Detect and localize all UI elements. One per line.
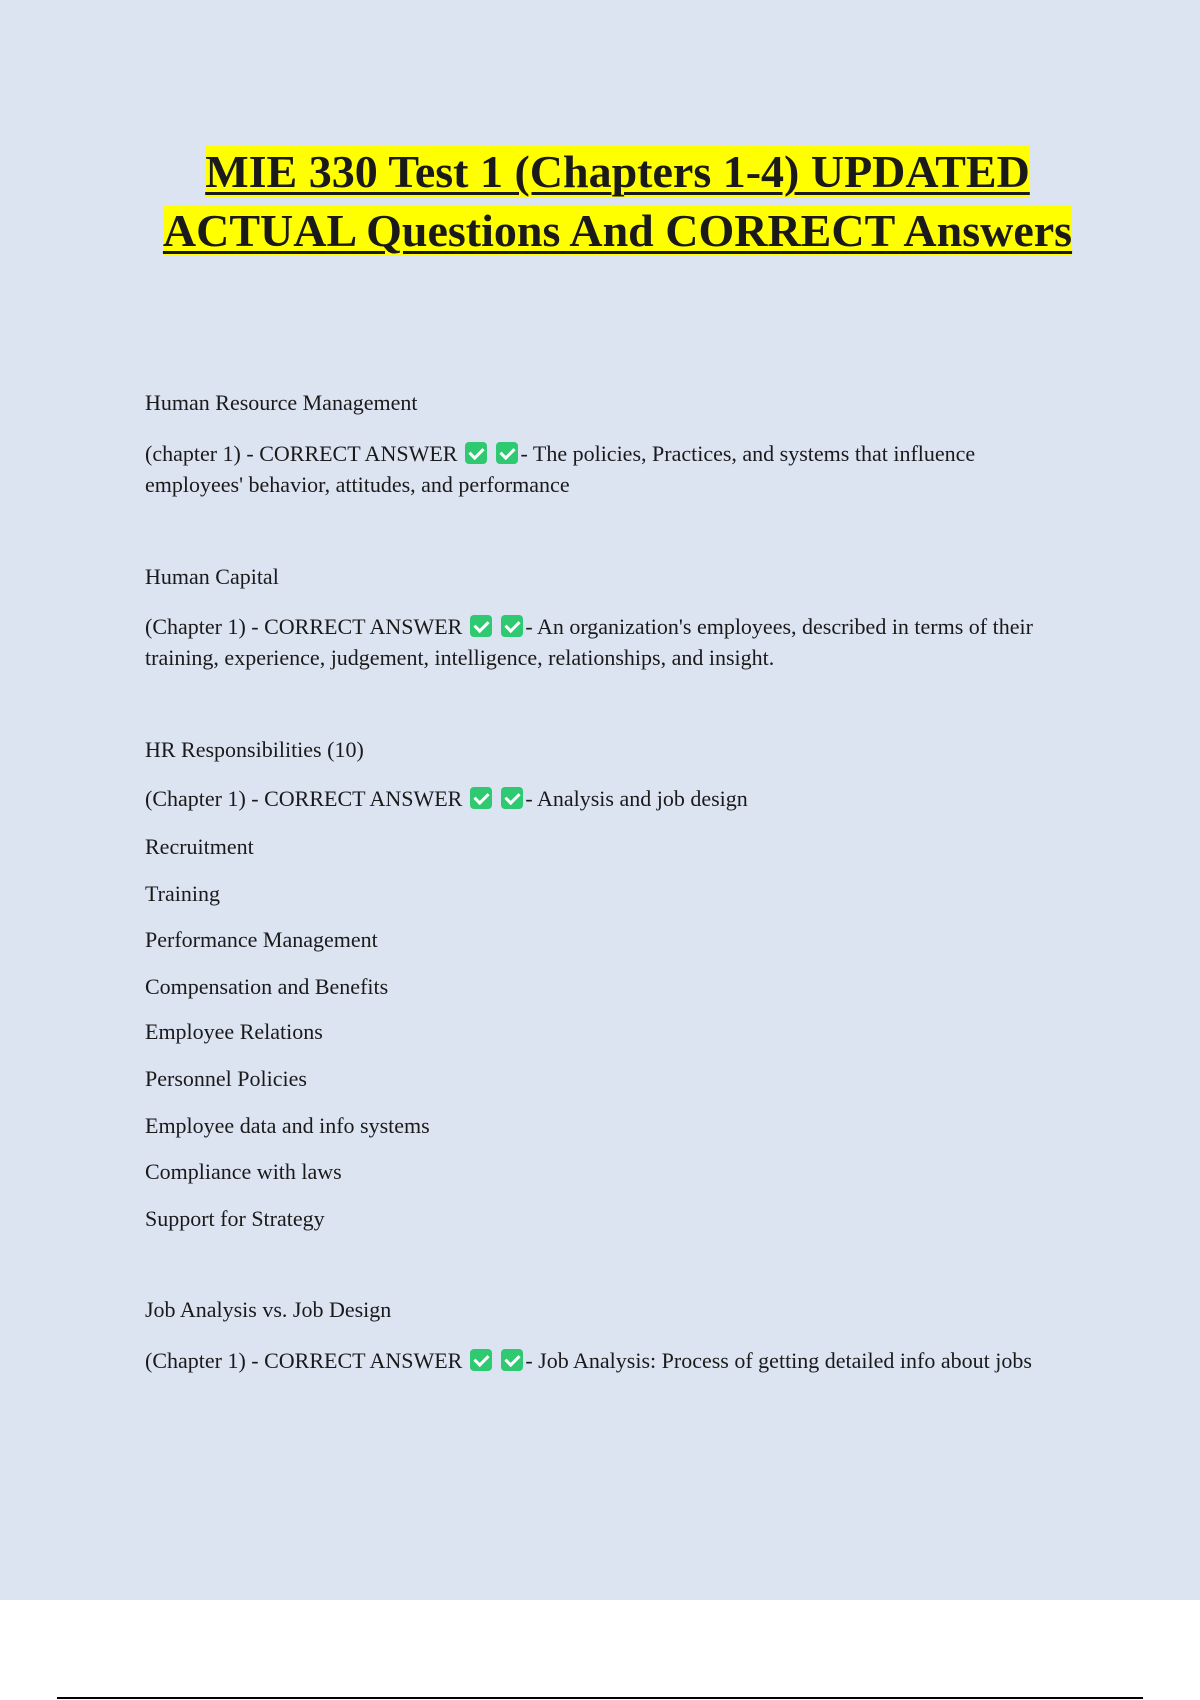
check-mark-icon	[465, 442, 487, 464]
qa-answer-text: - Analysis and job design	[525, 786, 748, 811]
qa-answer-text: - An organization's employees, described in terms of their training, experience, judgement, intelligence, relationships, and insight.	[145, 614, 1033, 670]
qa-term: Job Analysis vs. Job Design	[145, 1297, 392, 1322]
check-mark-icon	[501, 1349, 523, 1371]
qa-term: HR Responsibilities (10)	[145, 737, 364, 762]
list-item: Recruitment	[145, 834, 254, 859]
check-mark-icon	[470, 1349, 492, 1371]
qa-chapter-label: (chapter 1) - CORRECT ANSWER	[145, 441, 458, 466]
document-title	[140, 142, 1095, 260]
title-highlight: MIE 330 Test 1 (Chapters 1-4) UPDATED ACTUAL Questions And CORRECT Answers	[162, 146, 1073, 256]
list-item: Support for Strategy	[145, 1206, 325, 1231]
list-item: Compensation and Benefits	[145, 974, 389, 999]
qa-answer	[145, 611, 1075, 673]
qa-answer	[145, 783, 1075, 814]
check-mark-icon	[501, 615, 523, 637]
list-item: Personnel Policies	[145, 1066, 307, 1091]
qa-chapter-label: (Chapter 1) - CORRECT ANSWER	[145, 614, 463, 639]
list-item: Employee Relations	[145, 1019, 323, 1044]
check-mark-icon	[496, 442, 518, 464]
qa-answer	[145, 438, 1075, 500]
qa-term: Human Capital	[145, 564, 279, 589]
qa-chapter-label: (Chapter 1) - CORRECT ANSWER	[145, 1348, 463, 1373]
qa-term: Human Resource Management	[145, 390, 418, 415]
qa-answer	[145, 1345, 1075, 1376]
check-mark-icon	[501, 787, 523, 809]
list-item: Training	[145, 881, 220, 906]
page-divider	[57, 1697, 1143, 1699]
list-item: Compliance with laws	[145, 1159, 342, 1184]
list-item: Employee data and info systems	[145, 1113, 430, 1138]
check-mark-icon	[470, 615, 492, 637]
qa-answer-text: - Job Analysis: Process of getting detailed info about jobs	[525, 1348, 1032, 1373]
qa-chapter-label: (Chapter 1) - CORRECT ANSWER	[145, 786, 463, 811]
list-item: Performance Management	[145, 927, 378, 952]
check-mark-icon	[470, 787, 492, 809]
qa-answer-text: - The policies, Practices, and systems that influence employees' behavior, attitudes, and performance	[145, 441, 976, 497]
